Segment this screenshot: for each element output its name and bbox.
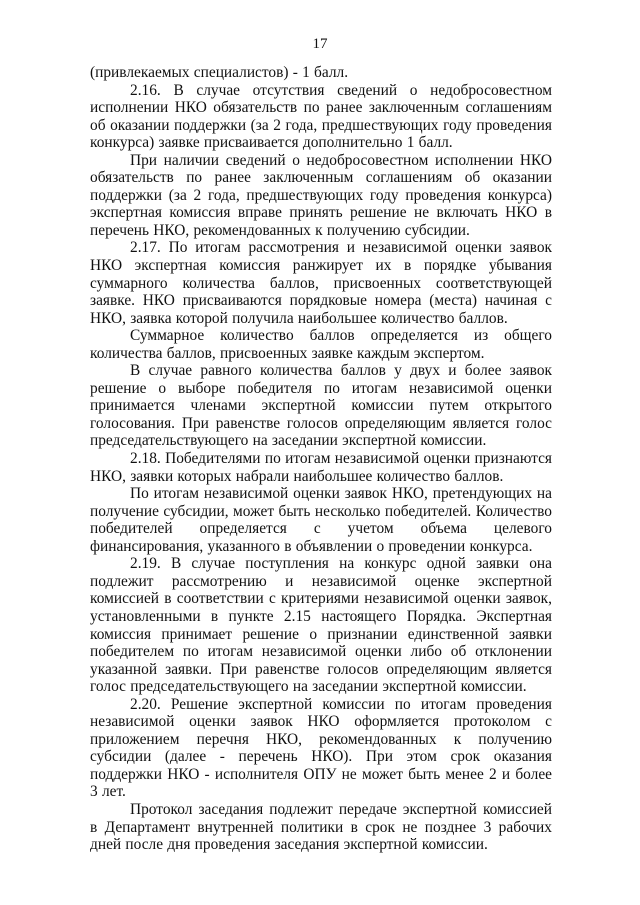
paragraph: 2.20. Решение экспертной комиссии по итогам проведения независимой оценки заявок НКО оформляется протоколом с приложением перечня НКО, рекомендованных к получению субсидии (далее - перечень НКО). При этом срок оказания поддержки НКО - исполнителя ОПУ не может быть менее 2 и более 3 лет. — [90, 695, 552, 801]
paragraph: (привлекаемых специалистов) - 1 балл. — [90, 64, 349, 81]
paragraph: Протокол заседания подлежит передаче экспертной комиссией в Департамент внутренней политики в срок не позднее 3 рабочих дней после дня проведения заседания экспертной комиссии. — [90, 800, 552, 854]
page-number: 17 — [312, 36, 328, 52]
paragraph: 2.19. В случае поступления на конкурс одной заявки она подлежит рассмотрению и независимой оценке экспертной комиссией в соответствии с критериями независимой оценки заявок, установленными в пункте 2.15 настоящего Порядка. Экспертная комиссия принимает решение о признании единственной заявки победителем по итогам независимой оценки либо об отклонении указанной заявки. При равенстве голосов определяющим является голос председательствующего на заседании экспертной комиссии. — [90, 555, 552, 696]
paragraph: При наличии сведений о недобросовестном исполнении НКО обязательств по ранее заключенным соглашениям об оказании поддержки (за 2 года, предшествующих году проведения конкурса) экспертная комиссия вправе принять решение не включать НКО в перечень НКО, рекомендованных к получению субсидии. — [90, 151, 552, 239]
paragraph: В случае равного количества баллов у двух и более заявок решение о выборе победителя по итогам независимой оценки принимается членами экспертной комиссии путем открытого голосования. При равенстве голосов определяющим является голос председательствующего на заседании экспертной комиссии. — [90, 362, 552, 450]
paragraph: 2.18. Победителями по итогам независимой оценки признаются НКО, заявки которых набрали наибольшее количество баллов. — [90, 450, 552, 485]
paragraph: 2.17. По итогам рассмотрения и независимой оценки заявок НКО экспертная комиссия ранжирует их в порядке убывания суммарного количества баллов, присвоенных соответствующей заявке. НКО присваиваются порядковые номера (места) начиная с НКО, заявка которой получила наибольшее количество баллов. — [90, 239, 552, 327]
paragraph: 2.16. В случае отсутствия сведений о недобросовестном исполнении НКО обязательств по ранее заключенным соглашениям об оказании поддержки (за 2 года, предшествующих году проведения конкурса) заявке присваивается дополнительно 1 балл. — [90, 81, 552, 152]
paragraph: По итогам независимой оценки заявок НКО, претендующих на получение субсидии, может быть несколько победителей. Количество победителей определяется с учетом объема целевого финансирования, указанного в объявлении о проведении конкурса. — [90, 485, 552, 555]
document-body — [90, 64, 552, 854]
paragraph: Суммарное количество баллов определяется из общего количества баллов, присвоенных заявке каждым экспертом. — [90, 327, 552, 362]
